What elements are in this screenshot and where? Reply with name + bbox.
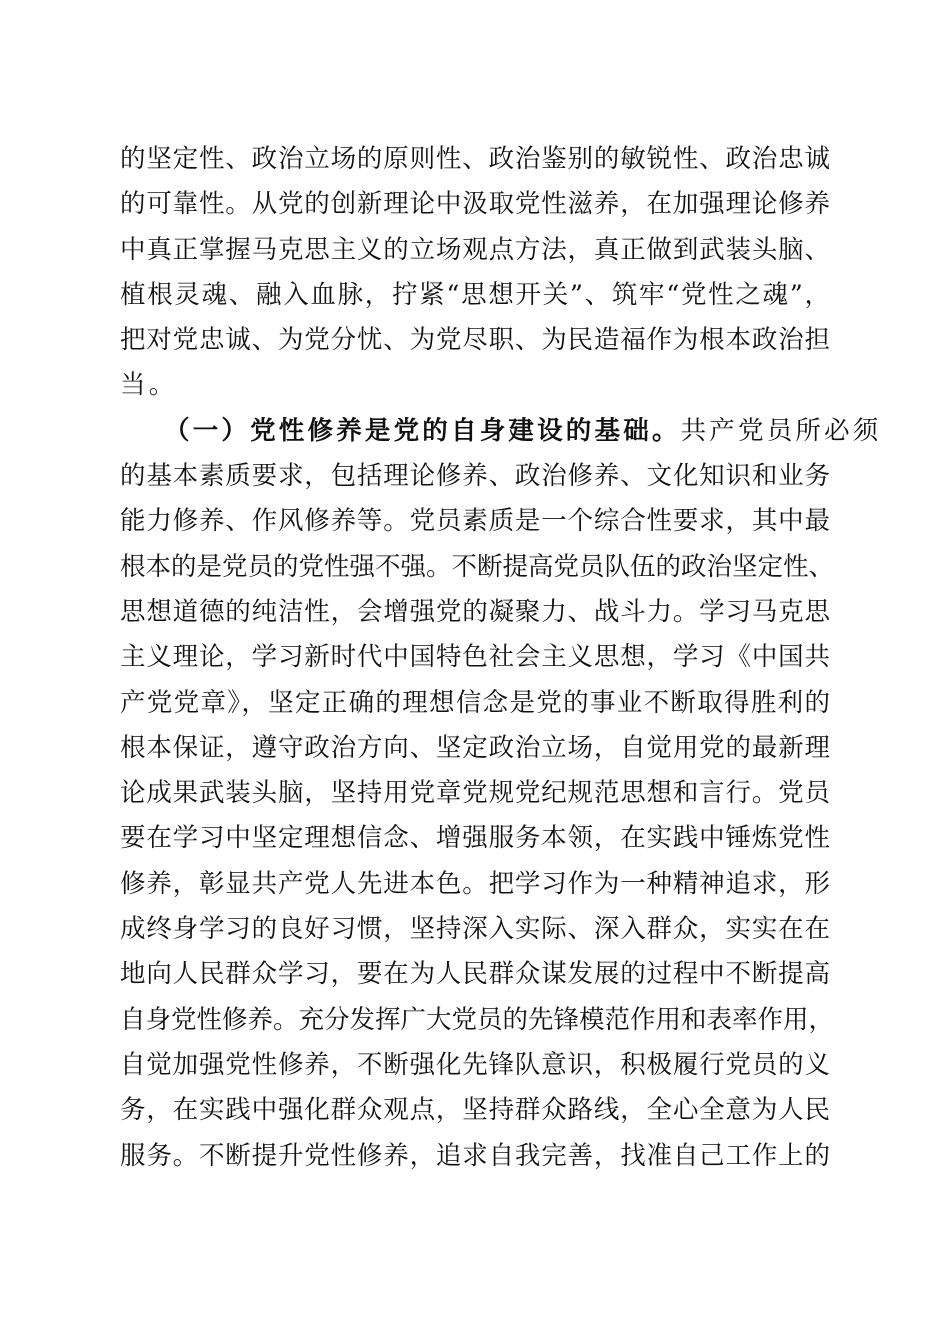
text-line: 主义理论，学习新时代中国特色社会主义思想，学习《中国共 — [120, 642, 830, 673]
text-line: 修养，彰显共产党人先进本色。把学习作为一种精神追求，形 — [120, 868, 830, 899]
text-line: 把对党忠诚、为党分忧、为党尽职、为民造福作为根本政治担 — [120, 325, 830, 356]
text-line: 地向人民群众学习，要在为人民群众谋发展的过程中不断提高 — [120, 959, 830, 990]
text-line: 根本的是党员的党性强不强。不断提高党员队伍的政治坚定性、 — [120, 551, 835, 582]
section-heading: （一）党性修养是党的自身建设的基础。 — [164, 415, 681, 446]
text-line: 的基本素质要求，包括理论修养、政治修养、文化知识和业务 — [120, 461, 830, 492]
section-heading-line — [120, 409, 882, 454]
text-line: 服务。不断提升党性修养，追求自我完善，找准自己工作上的 — [120, 1140, 830, 1171]
text-line: 要在学习中坚定理想信念、增强服务本领，在实践中锤炼党性 — [120, 823, 830, 854]
text-line: 植根灵魂、融入血脉，拧紧“思想开关”、筑牢“党性之魂”， — [120, 279, 830, 310]
text-line: 务，在实践中强化群众观点，坚持群众路线，全心全意为人民 — [120, 1095, 830, 1126]
text-line: 的可靠性。从党的创新理论中汲取党性滋养，在加强理论修养 — [120, 189, 830, 220]
text-line: 中真正掌握马克思主义的立场观点方法，真正做到武装头脑、 — [120, 234, 830, 265]
text-line: 当。 — [120, 370, 178, 401]
text-line: 产党党章》，坚定正确的理想信念是党的事业不断取得胜利的 — [120, 687, 830, 718]
text-line: 根本保证，遵守政治方向、坚定政治立场，自觉用党的最新理 — [120, 732, 830, 763]
text-line: 思想道德的纯洁性，会增强党的凝聚力、战斗力。学习马克思 — [120, 596, 830, 627]
text-line: 论成果武装头脑，坚持用党章党规党纪规范思想和言行。党员 — [120, 778, 830, 809]
text-line: 自身党性修养。充分发挥广大党员的先锋模范作用和表率作用， — [120, 1004, 835, 1035]
text-line: 自觉加强党性修养，不断强化先锋队意识，积极履行党员的义 — [120, 1049, 830, 1080]
body-text — [120, 137, 882, 1179]
text-line: 的坚定性、政治立场的原则性、政治鉴别的敏锐性、政治忠诚 — [120, 144, 830, 174]
heading-line-rest: 共产党员所必须 — [680, 415, 882, 446]
text-line: 能力修养、作风修养等。党员素质是一个综合性要求，其中最 — [120, 506, 830, 537]
text-line: 成终身学习的良好习惯，坚持深入实际、深入群众，实实在在 — [120, 914, 830, 945]
